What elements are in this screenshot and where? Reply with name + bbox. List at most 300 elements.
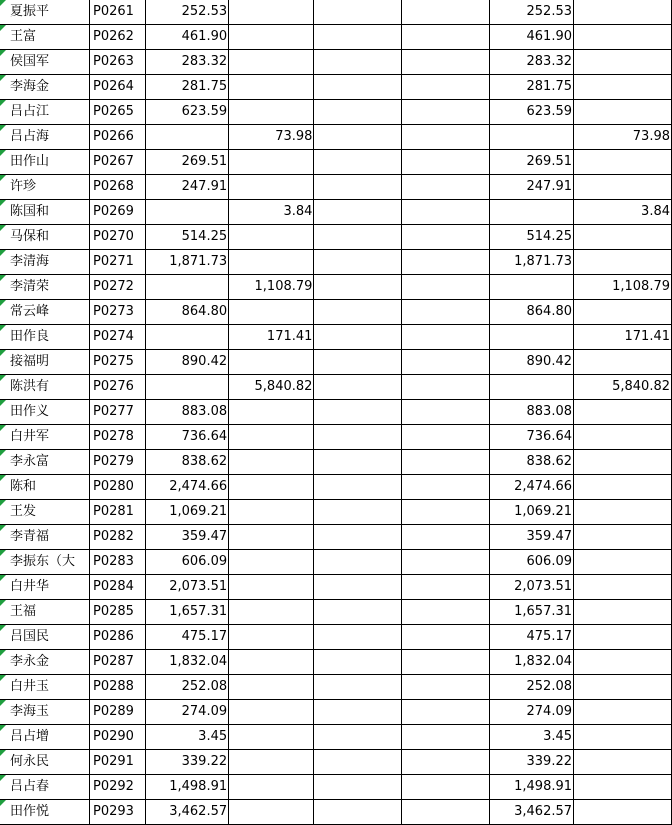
cell-c7[interactable]: 461.90 [489, 25, 573, 50]
cell-text: 吕占江 [10, 104, 50, 119]
cell-c4[interactable] [229, 425, 314, 450]
cell-code[interactable]: P0268 [90, 175, 146, 200]
cell-c4[interactable] [229, 600, 314, 625]
cell-c5[interactable] [314, 150, 402, 175]
cell-c7[interactable]: 1,069.21 [489, 500, 573, 525]
cell-c7[interactable]: 1,498.91 [489, 775, 573, 800]
cell-text: 吕占增 [10, 729, 50, 744]
cell-c6[interactable] [402, 625, 490, 650]
cell-c6[interactable] [402, 0, 490, 25]
cell-c6[interactable] [402, 275, 490, 300]
cell-c6[interactable] [402, 500, 490, 525]
cell-c3[interactable]: 1,657.31 [145, 600, 228, 625]
cell-code[interactable]: P0292 [90, 775, 146, 800]
table-row [0, 75, 672, 100]
cell-c7[interactable]: 2,073.51 [489, 575, 573, 600]
table-row [0, 725, 672, 750]
cell-c6[interactable] [402, 450, 490, 475]
cell-c7[interactable] [489, 200, 573, 225]
cell-c7[interactable]: 890.42 [489, 350, 573, 375]
cell-name[interactable] [0, 600, 90, 625]
cell-c6[interactable] [402, 150, 490, 175]
cell-text: 陈和 [10, 479, 37, 494]
cell-c3[interactable]: 274.09 [145, 700, 228, 725]
cell-name[interactable] [0, 200, 90, 225]
cell-c3[interactable] [145, 375, 228, 400]
cell-name[interactable] [0, 25, 90, 50]
cell-text: 马保和 [10, 229, 50, 244]
cell-code[interactable]: P0282 [90, 525, 146, 550]
cell-c8[interactable]: 171.41 [574, 325, 672, 350]
cell-code[interactable]: P0265 [90, 100, 146, 125]
cell-code[interactable]: P0271 [90, 250, 146, 275]
cell-c7[interactable]: 274.09 [489, 700, 573, 725]
cell-code[interactable]: P0261 [90, 0, 146, 25]
cell-c7[interactable]: 2,474.66 [489, 475, 573, 500]
cell-c5[interactable] [314, 450, 402, 475]
cell-c7[interactable]: 247.91 [489, 175, 573, 200]
table-row [0, 175, 672, 200]
comment-indicator-icon [0, 625, 6, 631]
cell-name[interactable] [0, 300, 90, 325]
cell-c3[interactable]: 1,069.21 [145, 500, 228, 525]
cell-c3[interactable]: 1,871.73 [145, 250, 228, 275]
cell-c8[interactable] [574, 625, 672, 650]
cell-c8[interactable] [574, 50, 672, 75]
cell-c7[interactable]: 883.08 [489, 400, 573, 425]
cell-c3[interactable]: 2,474.66 [145, 475, 228, 500]
cell-c6[interactable] [402, 25, 490, 50]
cell-c4[interactable] [229, 575, 314, 600]
cell-c6[interactable] [402, 600, 490, 625]
cell-c5[interactable] [314, 275, 402, 300]
cell-c6[interactable] [402, 250, 490, 275]
cell-c8[interactable]: 5,840.82 [574, 375, 672, 400]
cell-c5[interactable] [314, 700, 402, 725]
cell-c5[interactable] [314, 325, 402, 350]
cell-name[interactable] [0, 250, 90, 275]
cell-c6[interactable] [402, 725, 490, 750]
cell-c8[interactable] [574, 700, 672, 725]
cell-c4[interactable]: 1,108.79 [229, 275, 314, 300]
cell-c8[interactable] [574, 600, 672, 625]
cell-c4[interactable] [229, 450, 314, 475]
cell-c5[interactable] [314, 400, 402, 425]
cell-c3[interactable]: 1,832.04 [145, 650, 228, 675]
cell-c4[interactable] [229, 525, 314, 550]
cell-c6[interactable] [402, 300, 490, 325]
cell-name[interactable] [0, 575, 90, 600]
cell-c5[interactable] [314, 0, 402, 25]
cell-name[interactable] [0, 750, 90, 775]
cell-c4[interactable]: 3.84 [229, 200, 314, 225]
cell-c3[interactable]: 269.51 [145, 150, 228, 175]
cell-c6[interactable] [402, 75, 490, 100]
cell-c5[interactable] [314, 100, 402, 125]
cell-c5[interactable] [314, 550, 402, 575]
cell-c5[interactable] [314, 475, 402, 500]
cell-code[interactable]: P0285 [90, 600, 146, 625]
cell-c5[interactable] [314, 525, 402, 550]
cell-c4[interactable] [229, 250, 314, 275]
cell-text: 王发 [10, 504, 37, 519]
cell-c6[interactable] [402, 425, 490, 450]
cell-name[interactable] [0, 100, 90, 125]
cell-name[interactable] [0, 425, 90, 450]
cell-c8[interactable] [574, 800, 672, 825]
cell-code[interactable]: P0272 [90, 275, 146, 300]
cell-c5[interactable] [314, 575, 402, 600]
cell-c8[interactable]: 1,108.79 [574, 275, 672, 300]
cell-c8[interactable] [574, 225, 672, 250]
cell-c5[interactable] [314, 225, 402, 250]
cell-c4[interactable] [229, 225, 314, 250]
cell-code[interactable]: P0274 [90, 325, 146, 350]
cell-c4[interactable] [229, 75, 314, 100]
cell-c5[interactable] [314, 350, 402, 375]
comment-indicator-icon [0, 250, 6, 256]
cell-c4[interactable] [229, 500, 314, 525]
cell-c6[interactable] [402, 700, 490, 725]
cell-code[interactable]: P0288 [90, 675, 146, 700]
cell-name[interactable] [0, 450, 90, 475]
cell-code[interactable]: P0284 [90, 575, 146, 600]
cell-c8[interactable] [574, 675, 672, 700]
cell-c5[interactable] [314, 775, 402, 800]
cell-code[interactable]: P0287 [90, 650, 146, 675]
cell-c7[interactable]: 838.62 [489, 450, 573, 475]
cell-code[interactable]: P0278 [90, 425, 146, 450]
cell-name[interactable] [0, 400, 90, 425]
cell-c7[interactable] [489, 275, 573, 300]
comment-indicator-icon [0, 275, 6, 281]
cell-c5[interactable] [314, 125, 402, 150]
cell-text: 许珍 [10, 179, 37, 194]
cell-c5[interactable] [314, 50, 402, 75]
cell-code[interactable]: P0291 [90, 750, 146, 775]
cell-c4[interactable] [229, 625, 314, 650]
cell-c8[interactable] [574, 25, 672, 50]
cell-code[interactable]: P0286 [90, 625, 146, 650]
cell-c7[interactable]: 606.09 [489, 550, 573, 575]
cell-c3[interactable] [145, 125, 228, 150]
cell-c4[interactable] [229, 50, 314, 75]
cell-c5[interactable] [314, 675, 402, 700]
cell-c6[interactable] [402, 525, 490, 550]
cell-c3[interactable]: 247.91 [145, 175, 228, 200]
cell-code[interactable]: P0276 [90, 375, 146, 400]
cell-c8[interactable] [574, 100, 672, 125]
cell-c5[interactable] [314, 625, 402, 650]
cell-c4[interactable] [229, 650, 314, 675]
cell-code[interactable]: P0283 [90, 550, 146, 575]
cell-c8[interactable] [574, 150, 672, 175]
cell-c4[interactable] [229, 300, 314, 325]
cell-name[interactable] [0, 675, 90, 700]
cell-name[interactable] [0, 725, 90, 750]
cell-c4[interactable] [229, 100, 314, 125]
cell-c3[interactable]: 475.17 [145, 625, 228, 650]
cell-c3[interactable]: 339.22 [145, 750, 228, 775]
cell-code[interactable]: P0293 [90, 800, 146, 825]
comment-indicator-icon [0, 600, 6, 606]
cell-code[interactable]: P0273 [90, 300, 146, 325]
table-row [0, 50, 672, 75]
cell-text: 侯国军 [10, 54, 50, 69]
cell-c4[interactable] [229, 700, 314, 725]
cell-name[interactable] [0, 700, 90, 725]
cell-name[interactable] [0, 150, 90, 175]
cell-c8[interactable] [574, 75, 672, 100]
cell-c7[interactable]: 3,462.57 [489, 800, 573, 825]
cell-c5[interactable] [314, 650, 402, 675]
cell-name[interactable] [0, 325, 90, 350]
cell-name[interactable] [0, 800, 90, 825]
cell-c5[interactable] [314, 425, 402, 450]
cell-code[interactable]: P0264 [90, 75, 146, 100]
cell-c5[interactable] [314, 500, 402, 525]
cell-c5[interactable] [314, 300, 402, 325]
cell-c4[interactable] [229, 800, 314, 825]
cell-c4[interactable] [229, 25, 314, 50]
cell-name[interactable] [0, 525, 90, 550]
cell-c3[interactable] [145, 325, 228, 350]
cell-c7[interactable]: 623.59 [489, 100, 573, 125]
cell-c6[interactable] [402, 775, 490, 800]
cell-c8[interactable] [574, 250, 672, 275]
cell-name[interactable] [0, 350, 90, 375]
cell-c3[interactable]: 606.09 [145, 550, 228, 575]
cell-name[interactable] [0, 650, 90, 675]
cell-c3[interactable]: 3,462.57 [145, 800, 228, 825]
cell-code[interactable]: P0289 [90, 700, 146, 725]
cell-c8[interactable] [574, 775, 672, 800]
cell-code[interactable]: P0270 [90, 225, 146, 250]
cell-code[interactable]: P0263 [90, 50, 146, 75]
cell-c3[interactable]: 281.75 [145, 75, 228, 100]
cell-text: 王福 [10, 604, 37, 619]
cell-c8[interactable] [574, 300, 672, 325]
cell-c6[interactable] [402, 750, 490, 775]
cell-c6[interactable] [402, 375, 490, 400]
cell-code[interactable]: P0290 [90, 725, 146, 750]
cell-c8[interactable] [574, 650, 672, 675]
cell-c4[interactable] [229, 150, 314, 175]
cell-c6[interactable] [402, 100, 490, 125]
cell-c3[interactable] [145, 275, 228, 300]
table-row [0, 25, 672, 50]
cell-c8[interactable] [574, 0, 672, 25]
cell-c3[interactable]: 2,073.51 [145, 575, 228, 600]
cell-c7[interactable]: 281.75 [489, 75, 573, 100]
cell-c6[interactable] [402, 200, 490, 225]
table-row [0, 575, 672, 600]
table-row [0, 350, 672, 375]
cell-c6[interactable] [402, 650, 490, 675]
cell-c4[interactable] [229, 350, 314, 375]
cell-code[interactable]: P0269 [90, 200, 146, 225]
comment-indicator-icon [0, 500, 6, 506]
cell-c3[interactable]: 623.59 [145, 100, 228, 125]
comment-indicator-icon [0, 100, 6, 106]
cell-name[interactable] [0, 500, 90, 525]
cell-c8[interactable] [574, 500, 672, 525]
cell-name[interactable] [0, 550, 90, 575]
cell-c8[interactable] [574, 175, 672, 200]
cell-c4[interactable] [229, 725, 314, 750]
cell-c8[interactable] [574, 525, 672, 550]
cell-c7[interactable]: 359.47 [489, 525, 573, 550]
cell-c5[interactable] [314, 250, 402, 275]
cell-c7[interactable]: 514.25 [489, 225, 573, 250]
cell-c8[interactable] [574, 450, 672, 475]
cell-code[interactable]: P0277 [90, 400, 146, 425]
cell-c4[interactable] [229, 750, 314, 775]
cell-c7[interactable]: 252.08 [489, 675, 573, 700]
cell-c6[interactable] [402, 175, 490, 200]
table-row [0, 625, 672, 650]
cell-c6[interactable] [402, 675, 490, 700]
cell-text: 白井军 [10, 429, 50, 444]
cell-c8[interactable] [574, 575, 672, 600]
cell-code[interactable]: P0266 [90, 125, 146, 150]
cell-c7[interactable] [489, 375, 573, 400]
cell-c8[interactable] [574, 475, 672, 500]
cell-c5[interactable] [314, 750, 402, 775]
cell-c7[interactable]: 269.51 [489, 150, 573, 175]
comment-indicator-icon [0, 25, 6, 31]
cell-text: 李清荣 [10, 279, 50, 294]
cell-c7[interactable]: 475.17 [489, 625, 573, 650]
cell-c4[interactable]: 73.98 [229, 125, 314, 150]
cell-c3[interactable]: 283.32 [145, 50, 228, 75]
cell-c3[interactable]: 514.25 [145, 225, 228, 250]
cell-c7[interactable]: 1,832.04 [489, 650, 573, 675]
cell-name[interactable] [0, 225, 90, 250]
cell-c8[interactable] [574, 400, 672, 425]
cell-c5[interactable] [314, 175, 402, 200]
cell-c6[interactable] [402, 575, 490, 600]
comment-indicator-icon [0, 300, 6, 306]
comment-indicator-icon [0, 50, 6, 56]
cell-c7[interactable]: 864.80 [489, 300, 573, 325]
table-row [0, 525, 672, 550]
cell-c7[interactable]: 736.64 [489, 425, 573, 450]
cell-c8[interactable] [574, 750, 672, 775]
cell-code[interactable]: P0280 [90, 475, 146, 500]
cell-c4[interactable] [229, 775, 314, 800]
cell-c4[interactable] [229, 400, 314, 425]
cell-c4[interactable]: 5,840.82 [229, 375, 314, 400]
cell-c6[interactable] [402, 350, 490, 375]
table-row [0, 125, 672, 150]
cell-c7[interactable]: 1,871.73 [489, 250, 573, 275]
cell-c4[interactable] [229, 0, 314, 25]
cell-c8[interactable]: 73.98 [574, 125, 672, 150]
cell-c6[interactable] [402, 800, 490, 825]
cell-code[interactable]: P0262 [90, 25, 146, 50]
cell-c7[interactable] [489, 125, 573, 150]
cell-name[interactable] [0, 625, 90, 650]
cell-c7[interactable] [489, 325, 573, 350]
cell-c7[interactable]: 339.22 [489, 750, 573, 775]
cell-name[interactable] [0, 50, 90, 75]
cell-c6[interactable] [402, 325, 490, 350]
cell-c4[interactable] [229, 675, 314, 700]
cell-c5[interactable] [314, 200, 402, 225]
cell-c8[interactable] [574, 425, 672, 450]
cell-c3[interactable]: 1,498.91 [145, 775, 228, 800]
cell-name[interactable] [0, 175, 90, 200]
comment-indicator-icon [0, 775, 6, 781]
cell-c5[interactable] [314, 800, 402, 825]
cell-text: 李永金 [10, 654, 50, 669]
cell-name[interactable] [0, 0, 90, 25]
cell-c5[interactable] [314, 725, 402, 750]
comment-indicator-icon [0, 325, 6, 331]
cell-c4[interactable] [229, 175, 314, 200]
cell-c7[interactable]: 1,657.31 [489, 600, 573, 625]
cell-c3[interactable]: 838.62 [145, 450, 228, 475]
cell-c5[interactable] [314, 600, 402, 625]
cell-c3[interactable]: 736.64 [145, 425, 228, 450]
cell-c8[interactable]: 3.84 [574, 200, 672, 225]
cell-c5[interactable] [314, 75, 402, 100]
cell-name[interactable] [0, 275, 90, 300]
table-row [0, 675, 672, 700]
cell-c7[interactable]: 252.53 [489, 0, 573, 25]
table-row [0, 100, 672, 125]
cell-c8[interactable] [574, 725, 672, 750]
cell-name[interactable] [0, 75, 90, 100]
cell-c3[interactable]: 883.08 [145, 400, 228, 425]
cell-c4[interactable] [229, 475, 314, 500]
table-row [0, 375, 672, 400]
cell-c3[interactable]: 3.45 [145, 725, 228, 750]
cell-c6[interactable] [402, 475, 490, 500]
cell-c3[interactable]: 890.42 [145, 350, 228, 375]
cell-c6[interactable] [402, 125, 490, 150]
cell-c6[interactable] [402, 225, 490, 250]
cell-name[interactable] [0, 475, 90, 500]
cell-c8[interactable] [574, 350, 672, 375]
cell-c4[interactable]: 171.41 [229, 325, 314, 350]
cell-code[interactable]: P0275 [90, 350, 146, 375]
cell-name[interactable] [0, 775, 90, 800]
cell-c3[interactable]: 864.80 [145, 300, 228, 325]
cell-c5[interactable] [314, 25, 402, 50]
cell-c3[interactable]: 252.08 [145, 675, 228, 700]
cell-c6[interactable] [402, 550, 490, 575]
cell-c3[interactable]: 359.47 [145, 525, 228, 550]
cell-c3[interactable]: 252.53 [145, 0, 228, 25]
cell-c7[interactable]: 283.32 [489, 50, 573, 75]
cell-code[interactable]: P0267 [90, 150, 146, 175]
cell-c7[interactable]: 3.45 [489, 725, 573, 750]
cell-c3[interactable] [145, 200, 228, 225]
cell-name[interactable] [0, 125, 90, 150]
cell-name[interactable] [0, 375, 90, 400]
cell-c5[interactable] [314, 375, 402, 400]
cell-c8[interactable] [574, 550, 672, 575]
cell-c3[interactable]: 461.90 [145, 25, 228, 50]
cell-code[interactable]: P0281 [90, 500, 146, 525]
cell-c6[interactable] [402, 50, 490, 75]
cell-c6[interactable] [402, 400, 490, 425]
cell-code[interactable]: P0279 [90, 450, 146, 475]
cell-c4[interactable] [229, 550, 314, 575]
cell-text: 何永民 [10, 754, 50, 769]
